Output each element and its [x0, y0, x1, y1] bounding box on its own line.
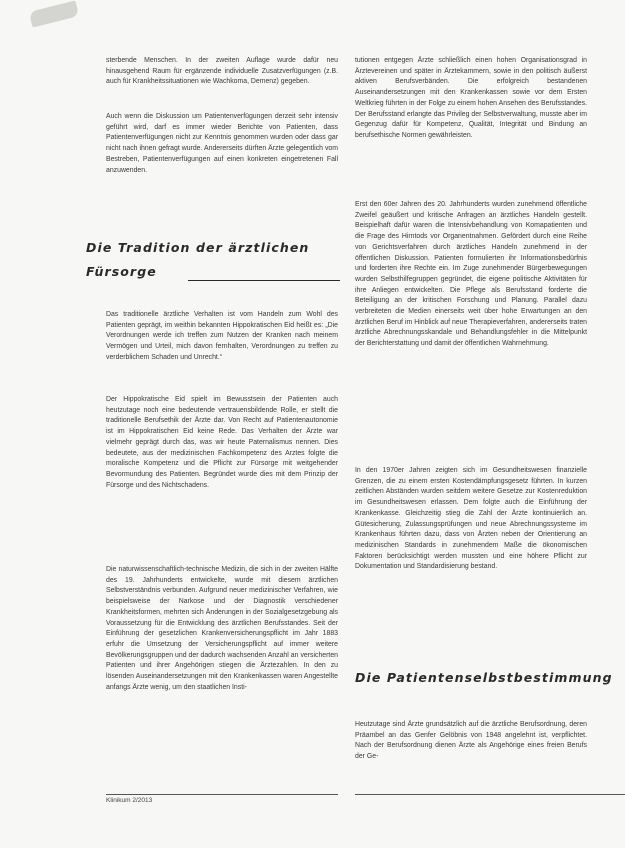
section-heading: Die Patientenselbstbestimmung	[355, 670, 613, 685]
footer-journal-label: Klinikum 2/2013	[106, 797, 153, 804]
paragraph: Heutzutage sind Ärzte grundsätzlich auf die ärztliche Berufsordnung, deren Präambel an das Genfer Gelöbnis von 1948 angelehnt ist, verpflichtet. Nach der Berufsordnung dienen Ärzte als Angehörige eines freien Berufs der Ge-	[355, 721, 587, 761]
footer-rule-left	[106, 794, 338, 795]
paragraph: Das traditionelle ärztliche Verhalten ist vom Handeln zum Wohl des Patienten geprägt, im weithin bekannten Hippokratischen Eid heißt es: „Die Verordnungen werde ich treffen zum Nutzen der Kranken nach meinem Vermögen und Urteil, mich davon fernhalten, Verordnungen zu treffen zu verderblichem Schaden und Unrecht.“	[106, 311, 338, 361]
section-heading-line1: Die Tradition der ärztlichen	[86, 240, 310, 255]
paragraph: Erst den 60er Jahren des 20. Jahrhunderts wurden zunehmend öffentliche Zweifel geäußert und kritische Anfragen an ärztliches Handeln gestellt. Beispielhaft dafür waren die Intensivbehandlung von Komapatienten und die Frage des Hirntods vor Organentnahmen. Gefördert durch eine Reihe von Gerichtsverfahren durch ärztliches Handeln zunehmend in der öffentlichen Diskussion. Patienten formulierten ihr Informationsbedürfnis und forderten ihre Rechte ein. Im Zuge zunehmender Bürgerbewegungen wurden Selbsthilfegruppen gegründet, die eigene politische Aktivitäten für ihre Anliegen entwickelten. Die Pflege als Berufsstand forderte die Beteiligung an der kritischen Forschung und Planung. Parallel dazu verbreiteten die Medien einerseits weit über hohe Erwartungen an den ärztlichen Beruf im Hinblick auf neue Therapieverfahren, andererseits traten ärztliche Abrechnungsskandale und Behandlungsfehler in die Mittelpunkt der Berichterstattung und damit der öffentlichen Wahrnehmung.	[355, 201, 587, 348]
heading-underline	[188, 280, 340, 281]
paragraph: sterbende Menschen. In der zweiten Auflage wurde dafür neu hinausgehend Raum für ergänzende individuelle Zusatzverfügungen (z.B. auch für Krankheitssituationen wie Wachkoma, Demenz) gegeben.	[106, 57, 338, 86]
paragraph: Der Hippokratische Eid spielt im Bewusstsein der Patienten auch heutzutage noch eine bedeutende vertrauensbildende Rolle, er stellt die traditionelle Berufsethik der Ärzte dar. Von Recht auf Patientenautonomie ist im Hippokratischen Eid keine Rede. Das Verhalten der Ärzte war vielmehr geprägt durch das, was wir heute Paternalismus nennen. Dies bedeutete, aus der medizinischen Fachkompetenz des Arztes folgte die moralische Kompetenz und die Pflicht zur Fürsorge mit weitgehender Bevormundung des Patienten. Begründet wurde dies mit dem Prinzip der Fürsorge und des Nichtschadens.	[106, 396, 338, 489]
corner-decoration	[29, 0, 79, 27]
paragraph: In den 1970er Jahren zeigten sich im Gesundheitswesen finanzielle Grenzen, die zu einem ersten Kostendämpfungsgesetz führten. In kurzen zeitlichen Abständen wurden seitdem weitere Gesetze zur Kostenreduktion im Gesundheitswesen erlassen. Dem folgte auch die Einführung der Krankenkasse. Gleichzeitig stieg die Zahl der Ärzte kontinuierlich an. Gütesicherung, Zulassungsprüfungen und neue Abrechnungssysteme im Krankenhaus führten dazu, dass von Ärzten neben der Orientierung an medizinischen Standards in zunehmendem Maße die ökonomischen Faktoren berücksichtigt werden mussten und eine höhere Pflicht zur Dokumentation und Standardisierung bestand.	[355, 467, 587, 571]
paragraph: Auch wenn die Diskussion um Patientenverfügungen derzeit sehr intensiv geführt wird, darf es immer wieder Berichte von Patienten, dass Patientenverfügungen nicht zur Kenntnis genommen wurden oder dass gar nicht nach ihnen gefragt wurde. Andererseits dürften Ärzte gelegentlich vom Bestreben, Patientenverfügungen auf einen konkreten eingetretenen Fall anzuwenden.	[106, 113, 338, 174]
footer-rule-right	[355, 794, 625, 795]
section-heading-line2: Fürsorge	[86, 264, 157, 279]
paragraph: Die naturwissenschaftlich-technische Medizin, die sich in der zweiten Hälfte des 19. Jahrhunderts entwickelte, wurde mit diesem ärztlichen Selbstverständnis verbunden. Aufgrund neuer medizinischer Verfahren, wie beispielsweise der Narkose und der Diagnostik verschiedener Krankheitsformen, mehrten sich Änderungen in der Sozialgesetzgebung als Voraussetzung für die Entwicklung des ärztlichen Berufsstandes. Seit der Einführung der gesetzlichen Krankenversicherungspflicht im Jahr 1883 erfuhr die Umsetzung der Versicherungspflicht auf immer weitere Bevölkerungsgruppen und der dadurch wachsenden Anzahl an versicherten Patienten und ihrer Angehörigen stiegen die Ärztezahlen. In den zu lösenden Auseinandersetzungen mit den Krankenkassen waren Angestellte anfangs Ärzte wenig, um den staatlichen Insti-	[106, 566, 338, 691]
paragraph: tutionen entgegen Ärzte schließlich einen hohen Organisationsgrad in Ärztevereinen und später in Ärztekammern, sowie in den politisch äußerst aktiven Berufsverbänden. Die erfolgreich bestandenen Auseinandersetzungen mit den Krankenkassen sowie vor dem Ersten Weltkrieg führten in der Folge zu einem hohen Ansehen des Berufsstandes. Der Berufsstand erlangte das Privileg der Selbstverwaltung, musste aber im Gegenzug dafür für Kompetenz, Qualität, Integrität und Bindung an berufsethische Normen gewährleisten.	[355, 57, 587, 139]
